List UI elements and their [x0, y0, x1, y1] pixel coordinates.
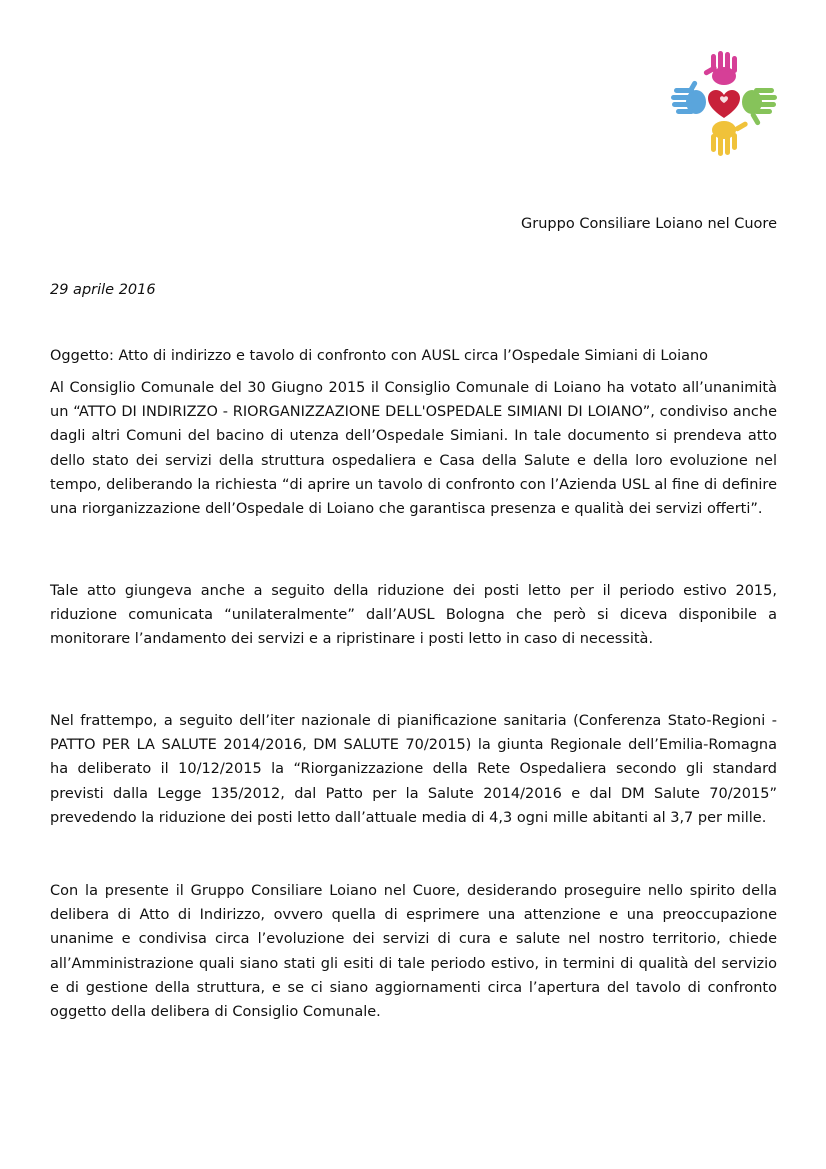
green-hand-icon [742, 88, 777, 126]
body-paragraph: Tale atto giungeva anche a seguito della riduzione dei posti letto per il periodo estivo 2015, riduzione comunicata “unilateralmente” dall’AUSL Bologna che però si diceva disponibile a monitorare l’andamento dei servizi e a ripristinare i posti letto in caso di necessità. [50, 583, 777, 648]
pink-hand-icon [703, 51, 737, 85]
letter-date: 29 aprile 2016 [50, 282, 156, 298]
sender-name: Gruppo Consiliare Loiano nel Cuore [521, 216, 777, 232]
body-paragraph: Al Consiglio Comunale del 30 Giugno 2015 il Consiglio Comunale di Loiano ha votato all’unanimità un “ATTO DI INDIRIZZO - RIORGANIZZAZIONE DELL'OSPEDALE SIMIANI DI LOIANO”, condiviso anche dagli altri Comuni del bacino di utenza dell’Ospedale Simiani. In tale documento si prendeva atto dello stato dei servizi della struttura ospedaliera e Casa della Salute e della loro evoluzione nel tempo, deliberando la richiesta “di aprire un tavolo di confronto con l’Azienda USL al fine di definire una riorganizzazione dell’Ospedale di Loiano che garantisca presenza e qualità dei servizi offerti”. [50, 380, 777, 518]
blue-hand-icon [671, 80, 706, 114]
letter-subject: Oggetto: Atto di indirizzo e tavolo di confronto con AUSL circa l’Ospedale Simiani di Loiano [50, 348, 709, 364]
yellow-hand-icon [711, 121, 749, 156]
body-paragraph: Nel frattempo, a seguito dell’iter nazionale di pianificazione sanitaria (Conferenza Stato-Regioni - PATTO PER LA SALUTE 2014/2016, DM SALUTE 70/2015) la giunta Regionale dell’Emilia-Romagna ha deliberato il 10/12/2015 la “Riorganizzazione della Rete Ospedaliera secondo gli standard previsti dalla Legge 135/2012, dal Patto per la Salute 2014/2016 e dal DM Salute 70/2015” prevedendo la riduzione dei posti letto dall’attuale media di 4,3 ogni mille abitanti al 3,7 per mille. [50, 713, 777, 826]
hands-heart-logo-icon [668, 50, 780, 160]
body-paragraph: Con la presente il Gruppo Consiliare Loiano nel Cuore, desiderando proseguire nello spirito della delibera di Atto di Indirizzo, ovvero quella di esprimere una attenzione e una preoccupazione unanime e condivisa circa l’evoluzione dei servizi di cura e salute nel nostro territorio, chiede all’Amministrazione quali siano stati gli esiti di tale periodo estivo, in termini di qualità del servizio e di gestione della struttura, e se ci siano aggiornamenti circa l’apertura del tavolo di confronto oggetto della delibera di Consiglio Comunale. [50, 883, 777, 1021]
heart-icon [708, 90, 740, 118]
